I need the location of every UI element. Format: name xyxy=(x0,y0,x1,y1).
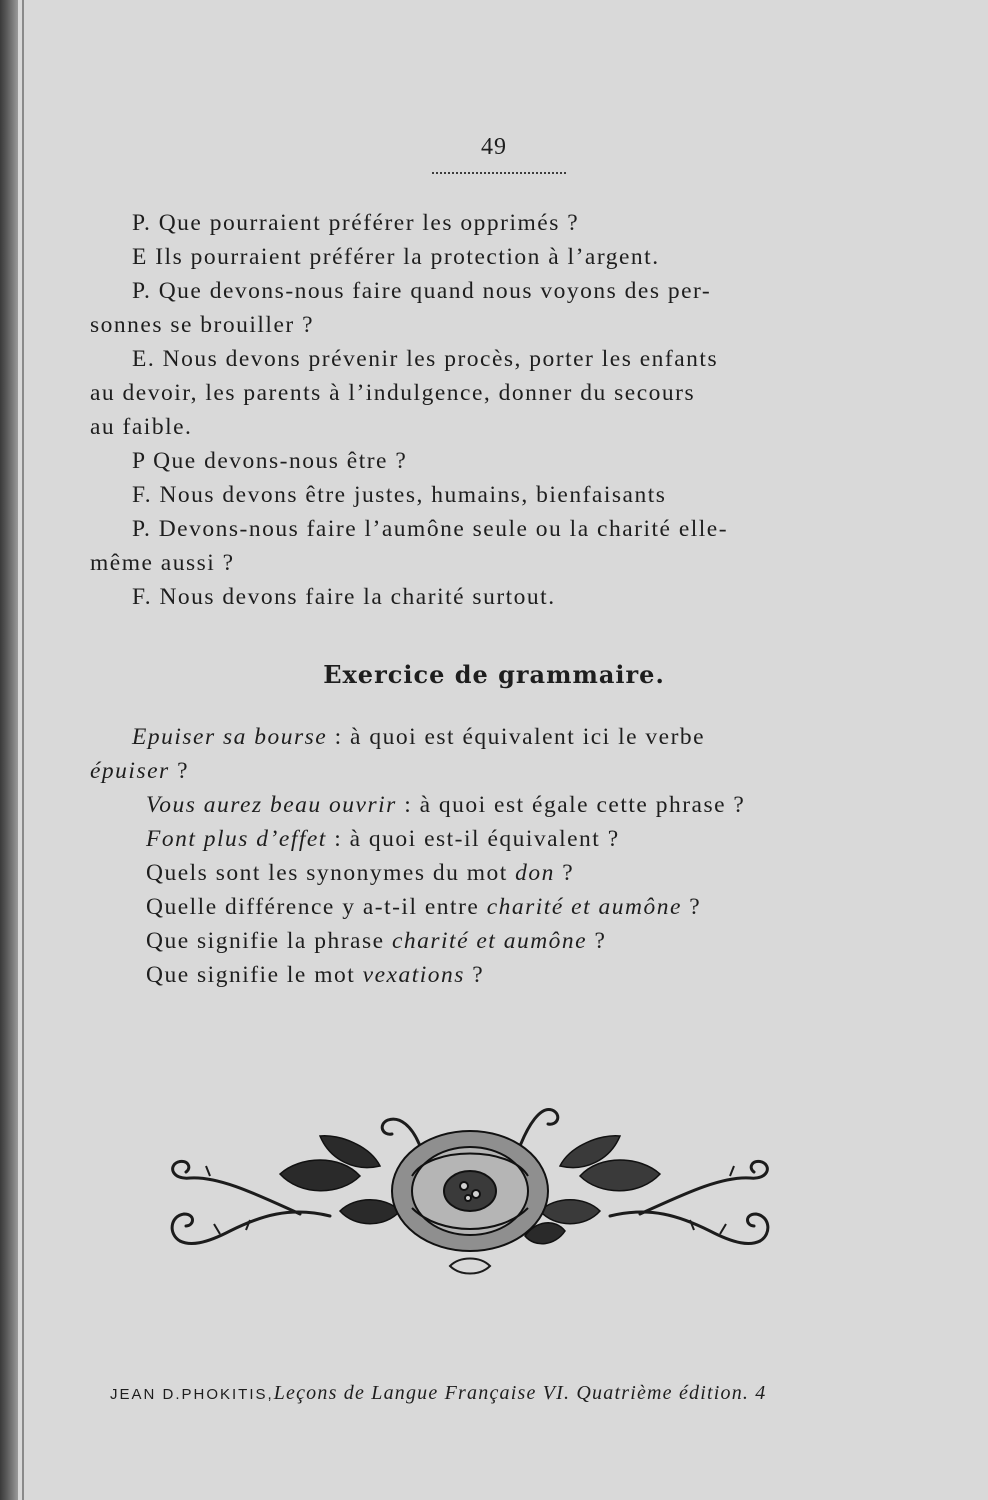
italic-phrase: charité et aumône xyxy=(391,928,588,954)
dialogue-line: même aussi ? xyxy=(90,550,235,576)
book-spine-shadow xyxy=(0,0,18,1500)
exercise-question-4 xyxy=(132,856,838,890)
page-edge-line xyxy=(22,0,24,1500)
exercise-question-1 xyxy=(132,720,838,754)
dialogue-line: au devoir, les parents à l’indulgence, donner du secours xyxy=(90,380,696,406)
dialogue-line: au faible. xyxy=(90,414,193,440)
exercise-question-2 xyxy=(132,788,838,822)
exercise-question-3 xyxy=(132,822,838,856)
italic-phrase: vexations xyxy=(362,962,465,988)
exercise-question-7 xyxy=(132,958,838,992)
exercise-question-5 xyxy=(132,890,838,924)
rose-vine-icon xyxy=(150,1096,790,1286)
italic-phrase: épuiser xyxy=(90,758,170,784)
dialogue-line: E Ils pourraient préférer la protection à l’argent. xyxy=(132,244,660,270)
footer-book-title: Leçons de Langue Française VI. Quatrième édition. 4 xyxy=(273,1382,767,1404)
dialogue-block xyxy=(90,206,838,614)
question-end: ? xyxy=(681,894,702,920)
italic-phrase: don xyxy=(515,860,555,886)
section-heading: Exercice de grammaire. xyxy=(323,660,665,689)
question-text: Que signifie le mot xyxy=(146,962,363,988)
question-end: ? xyxy=(587,928,607,954)
question-end: ? xyxy=(464,962,485,988)
page-number: 49 xyxy=(481,134,507,160)
question-text: ? xyxy=(169,758,189,784)
dialogue-line: sonnes se brouiller ? xyxy=(90,312,315,338)
italic-phrase: Vous aurez beau ouvrir xyxy=(146,792,397,818)
question-text: Que signifie la phrase xyxy=(146,928,392,954)
exercise-block xyxy=(90,720,838,992)
question-text: Quels sont les synonymes du mot xyxy=(146,860,516,886)
page-footer xyxy=(110,1380,767,1405)
question-text: Quelle différence y a-t-il entre xyxy=(146,894,487,920)
dialogue-line: P Que devons-nous être ? xyxy=(132,448,408,474)
dialogue-line: E. Nous devons prévenir les procès, porter les enfants xyxy=(132,346,719,372)
dialogue-line: P. Devons-nous faire l’aumône seule ou la charité elle- xyxy=(132,516,729,542)
dotted-rule xyxy=(432,172,566,174)
question-end: ? xyxy=(554,860,575,886)
dialogue-line: P. Que devons-nous faire quand nous voyons des per- xyxy=(132,278,712,304)
dialogue-line: P. Que pourraient préférer les opprimés ? xyxy=(132,210,580,236)
italic-phrase: charité et aumône xyxy=(486,894,682,920)
exercise-question-6 xyxy=(132,924,838,958)
question-text: : à quoi est-il équivalent ? xyxy=(326,826,620,852)
question-text: : à quoi est équivalent ici le verbe xyxy=(327,724,706,750)
exercise-question-1-cont xyxy=(90,754,838,788)
question-text: : à quoi est égale cette phrase ? xyxy=(396,792,746,818)
italic-phrase: Epuiser sa bourse xyxy=(132,724,328,750)
footer-author: JEAN D.PHOKITIS, xyxy=(110,1386,274,1403)
dialogue-line: F. Nous devons faire la charité surtout. xyxy=(132,584,556,610)
dialogue-line: F. Nous devons être justes, humains, bienfaisants xyxy=(132,482,667,508)
italic-phrase: Font plus d’effet xyxy=(146,826,327,852)
